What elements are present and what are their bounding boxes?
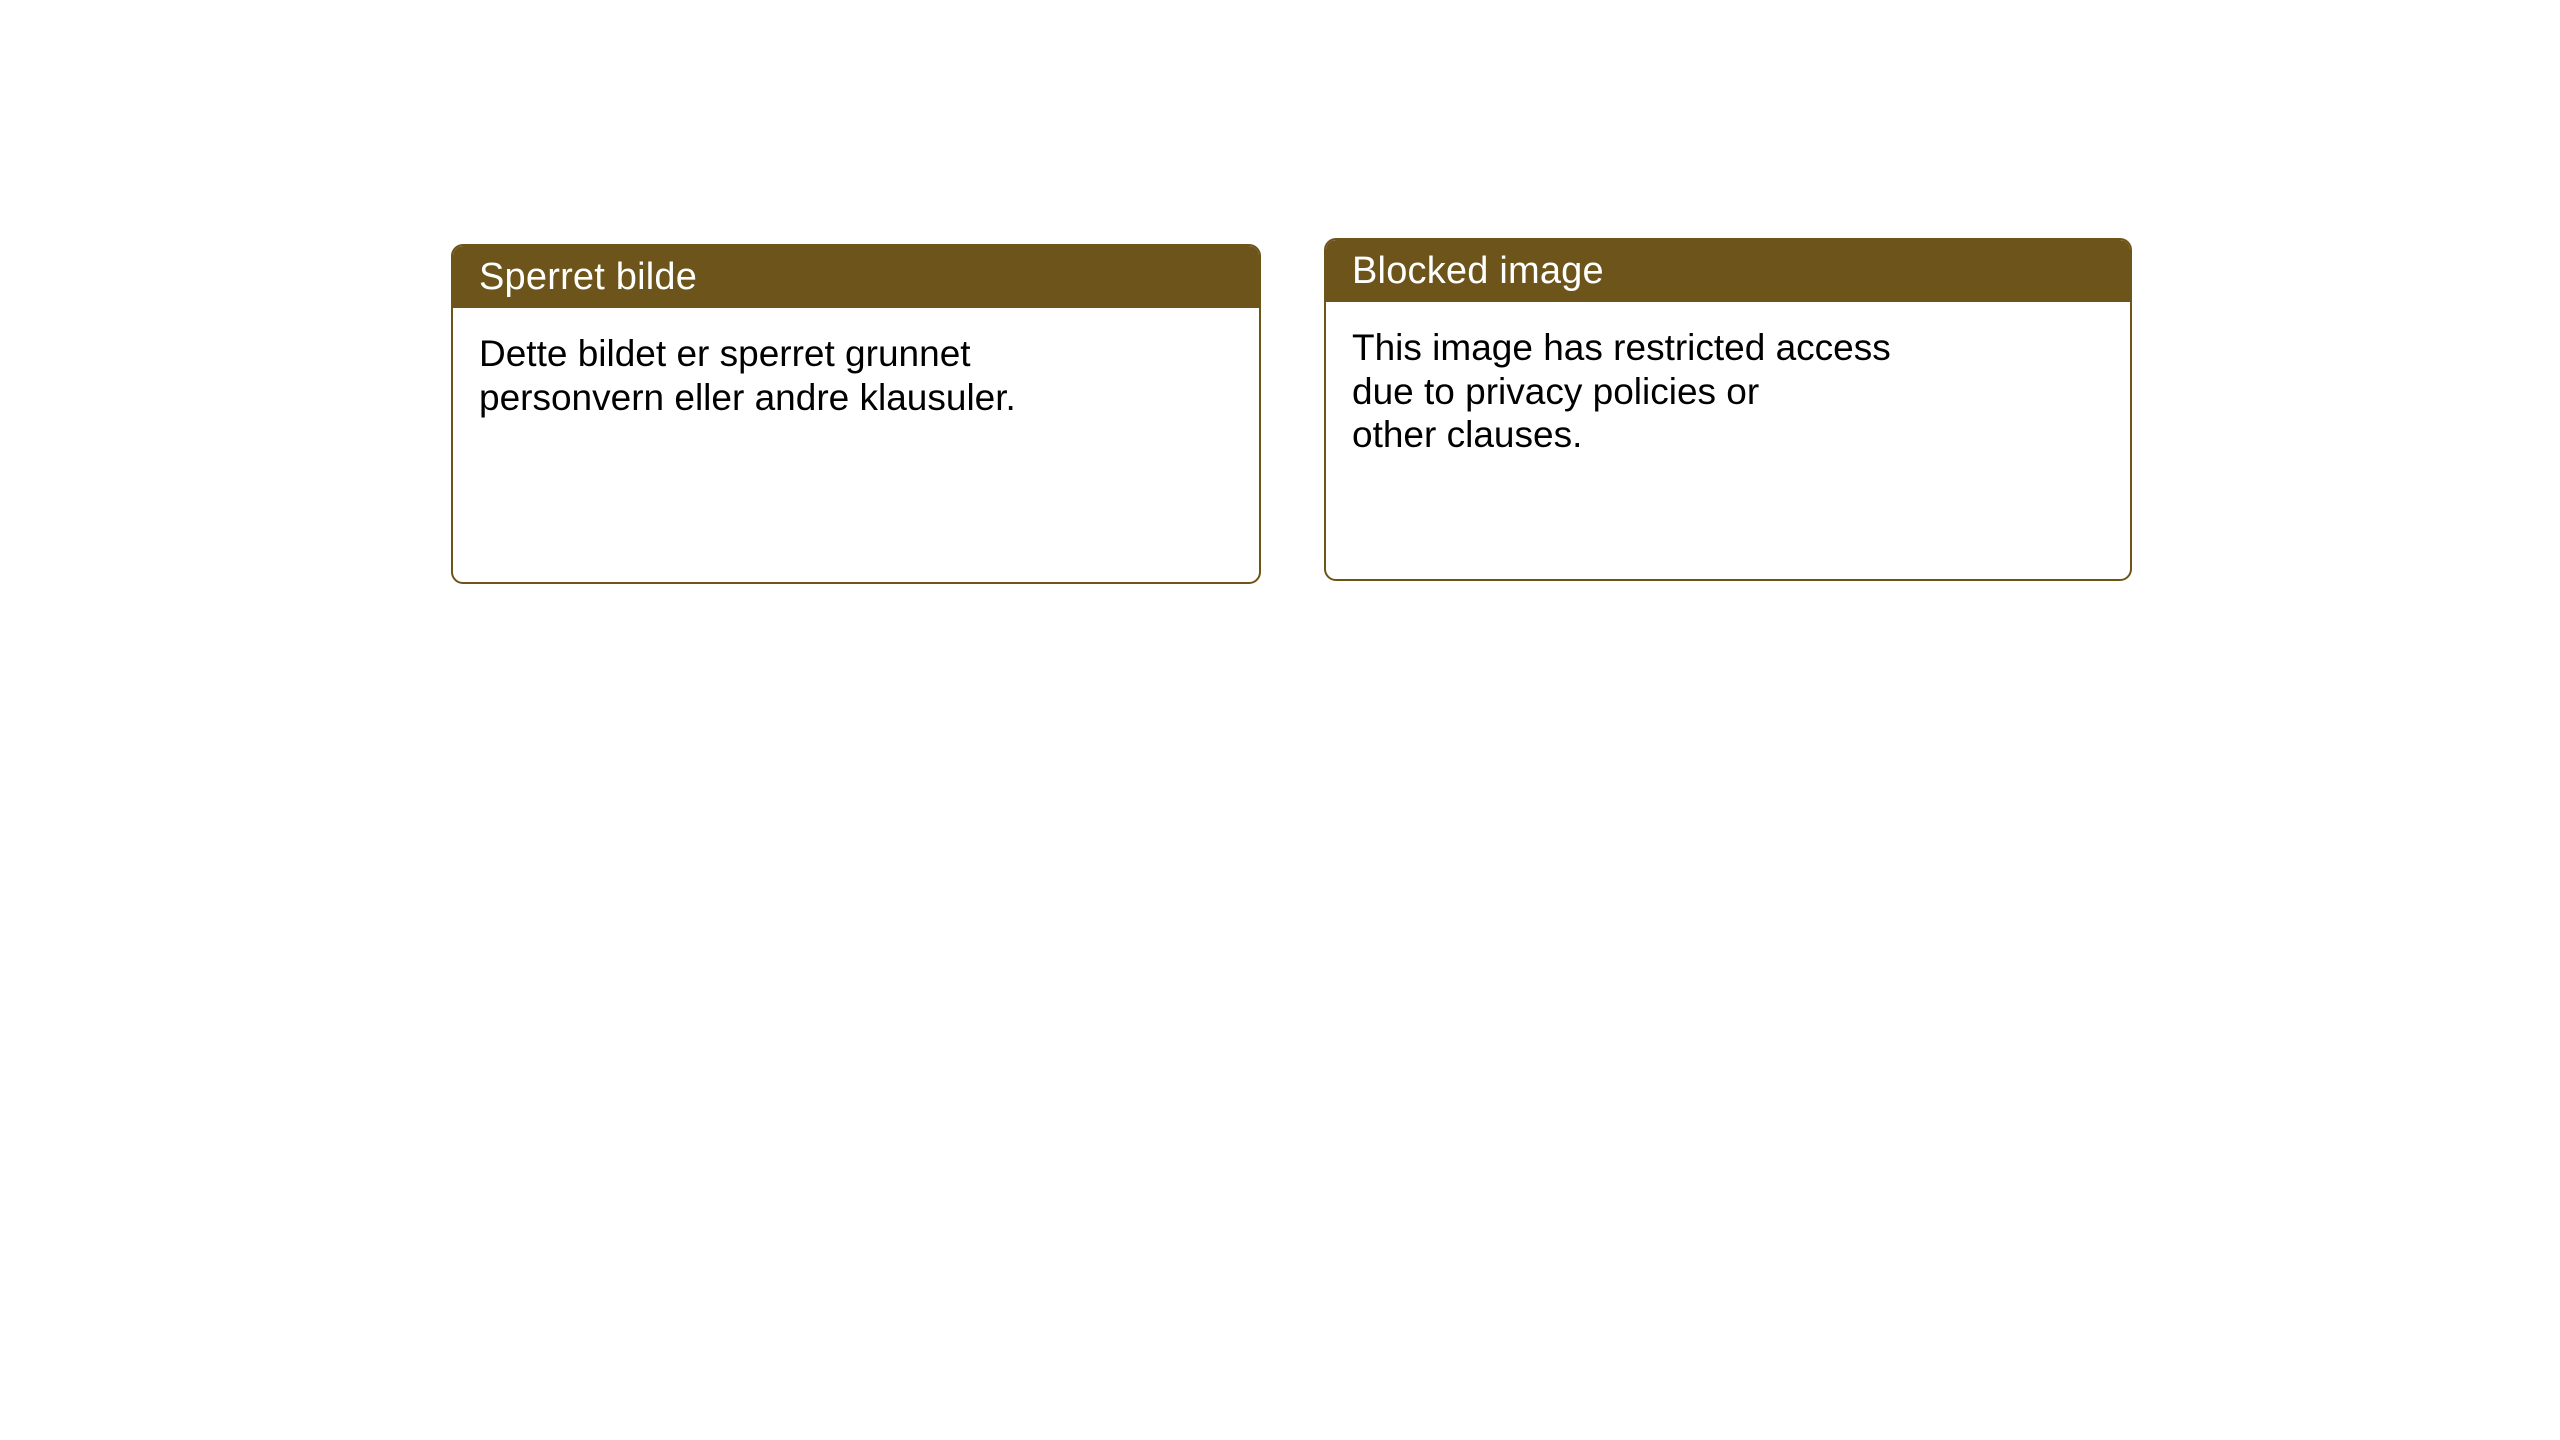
card-message-english: This image has restricted access due to privacy policies or other clauses. <box>1352 327 1891 456</box>
card-header-norwegian <box>453 246 1259 308</box>
blocked-image-card-english <box>1324 238 2132 581</box>
card-header-english <box>1326 240 2130 302</box>
card-body-norwegian <box>453 308 1259 419</box>
card-title-english: Blocked image <box>1352 250 1604 292</box>
card-body-english <box>1326 302 2130 457</box>
card-message-norwegian: Dette bildet er sperret grunnet personvern eller andre klausuler. <box>479 333 1016 418</box>
card-title-norwegian: Sperret bilde <box>479 256 698 298</box>
blocked-image-card-norwegian <box>451 244 1261 584</box>
